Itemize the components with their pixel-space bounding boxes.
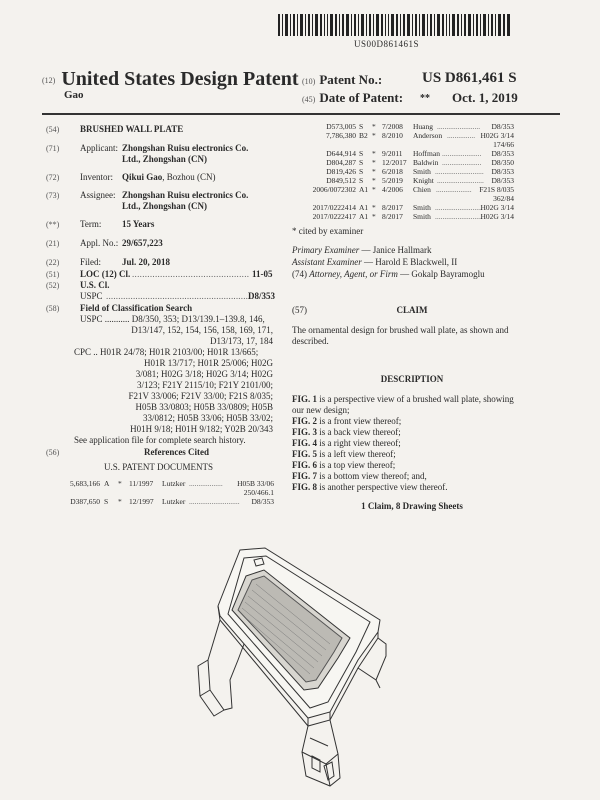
fcs-line: F21V 33/006; F21V 33/00; F21S 8/035; bbox=[128, 391, 273, 401]
citation-row: 2017/0222417 A1 * 8/2017 Smith ......................... H02G 3/14 bbox=[312, 212, 514, 221]
description-heading: DESCRIPTION bbox=[380, 374, 444, 384]
fcs-line: 3/123; F21Y 2115/10; F21Y 2101/00; bbox=[136, 380, 273, 390]
fcs-line: H01R 13/717; H01R 25/006; H02G bbox=[143, 358, 273, 368]
fcs-line: CPC .. H01R 24/78; H01R 2103/00; H01R 13/665; bbox=[74, 347, 259, 357]
citation-row: 7,786,380 B2 * 8/2010 Anderson ............... H02G 3/14 bbox=[326, 131, 514, 140]
claims-sheets-count: 1 Claim, 8 Drawing Sheets bbox=[361, 501, 463, 511]
figure-description: FIG. 2 is a front view thereof; bbox=[292, 416, 402, 426]
date-of-patent: Oct. 1, 2019 bbox=[452, 90, 518, 105]
primary-examiner: Primary Examiner — Janice Hallmark bbox=[292, 245, 432, 255]
citation-row: D849,512 S * 5/2019 Knight ......................... D8/353 bbox=[326, 176, 514, 185]
citation-row: D644,914 S * 9/2011 Hoffman ..................... D8/353 bbox=[326, 149, 514, 158]
citation-row: D804,287 S * 12/2017 Baldwin ..................... D8/350 bbox=[326, 158, 514, 167]
figure-description: FIG. 7 is a bottom view thereof; and, bbox=[292, 471, 427, 481]
wall-plate-drawing bbox=[180, 540, 420, 795]
date-of-patent-label: (45) Date of Patent: bbox=[302, 90, 404, 105]
attorney-agent: (74) Attorney, Agent, or Firm — Gokalp Bayramoglu bbox=[292, 269, 485, 279]
assistant-examiner: Assistant Examiner — Harold E Blackwell, II bbox=[292, 257, 458, 267]
claim-text-line: described. bbox=[292, 336, 329, 346]
document-type: (12) United States Design Patent bbox=[42, 68, 299, 90]
citation-row-cont: 362/84 bbox=[493, 194, 514, 203]
figure-description: FIG. 3 is a back view thereof; bbox=[292, 427, 401, 437]
figure-description: FIG. 6 is a top view thereof; bbox=[292, 460, 396, 470]
fcs-line: H01H 9/18; H01H 9/182; Y02B 20/343 bbox=[130, 424, 273, 434]
claim-heading: CLAIM bbox=[396, 305, 428, 315]
claim-code: (57) bbox=[292, 305, 307, 315]
claim-text-line: The ornamental design for brushed wall plate, as shown and bbox=[292, 325, 509, 335]
figure-description: FIG. 5 is a left view thereof; bbox=[292, 449, 396, 459]
citation-row: D573,005 S * 7/2008 Huang ....................... D8/353 bbox=[326, 122, 514, 131]
barcode bbox=[278, 14, 510, 36]
see-application-note: See application file for complete search history. bbox=[74, 435, 246, 445]
fcs-line: D13/173, 17, 184 bbox=[210, 336, 273, 346]
citation-row: 2006/0072302 A1 * 4/2006 Chien ................... F21S 8/035 bbox=[312, 185, 514, 194]
citation-row: D819,426 S * 6/2018 Smith .......................... D8/353 bbox=[326, 167, 514, 176]
citation-row: D387,650 S * 12/1997 Lutzker ........................... D8/353 bbox=[70, 497, 274, 506]
fcs-line: D13/147, 152, 154, 156, 158, 169, 171, bbox=[131, 325, 273, 335]
citation-row: 2017/0222414 A1 * 8/2017 Smith ......................... H02G 3/14 bbox=[312, 203, 514, 212]
date-stars: ** bbox=[420, 93, 430, 104]
barcode-number: US00D861461S bbox=[354, 39, 420, 49]
header-rule bbox=[42, 113, 560, 115]
citation-row-cont: 174/66 bbox=[493, 140, 514, 149]
uspc-field: USPC ........................................................... D8/353 bbox=[80, 291, 275, 301]
inventor-surname: Gao bbox=[64, 89, 84, 101]
fcs-line: 3/081; H02G 3/18; H02G 3/14; H02G bbox=[135, 369, 273, 379]
figure-description: FIG. 8 is another perspective view thereof. bbox=[292, 482, 448, 492]
cited-by-examiner-note: * cited by examiner bbox=[292, 226, 364, 236]
figure-description: FIG. 4 is a right view thereof; bbox=[292, 438, 401, 448]
citation-row-cont: 250/466.1 bbox=[243, 488, 274, 497]
patent-number-label: (10) Patent No.: bbox=[302, 72, 383, 87]
fcs-line: H05B 33/0803; H05B 33/0809; H05B bbox=[135, 402, 273, 412]
figure-description-cont: our new design; bbox=[292, 405, 350, 415]
fcs-line: 33/0812; H05B 33/06; H05B 33/02; bbox=[142, 413, 273, 423]
citation-row: 5,683,166 A * 11/1997 Lutzker .................. H05B 33/06 bbox=[70, 479, 274, 488]
patent-number: US D861,461 S bbox=[422, 70, 517, 86]
fcs-line: USPC ........... D8/350, 353; D13/139.1–139.8, 146, bbox=[80, 314, 265, 324]
us-patent-documents-head: U.S. PATENT DOCUMENTS bbox=[104, 462, 214, 472]
figure-description: FIG. 1 is a perspective view of a brushed wall plate, showing bbox=[292, 394, 514, 404]
